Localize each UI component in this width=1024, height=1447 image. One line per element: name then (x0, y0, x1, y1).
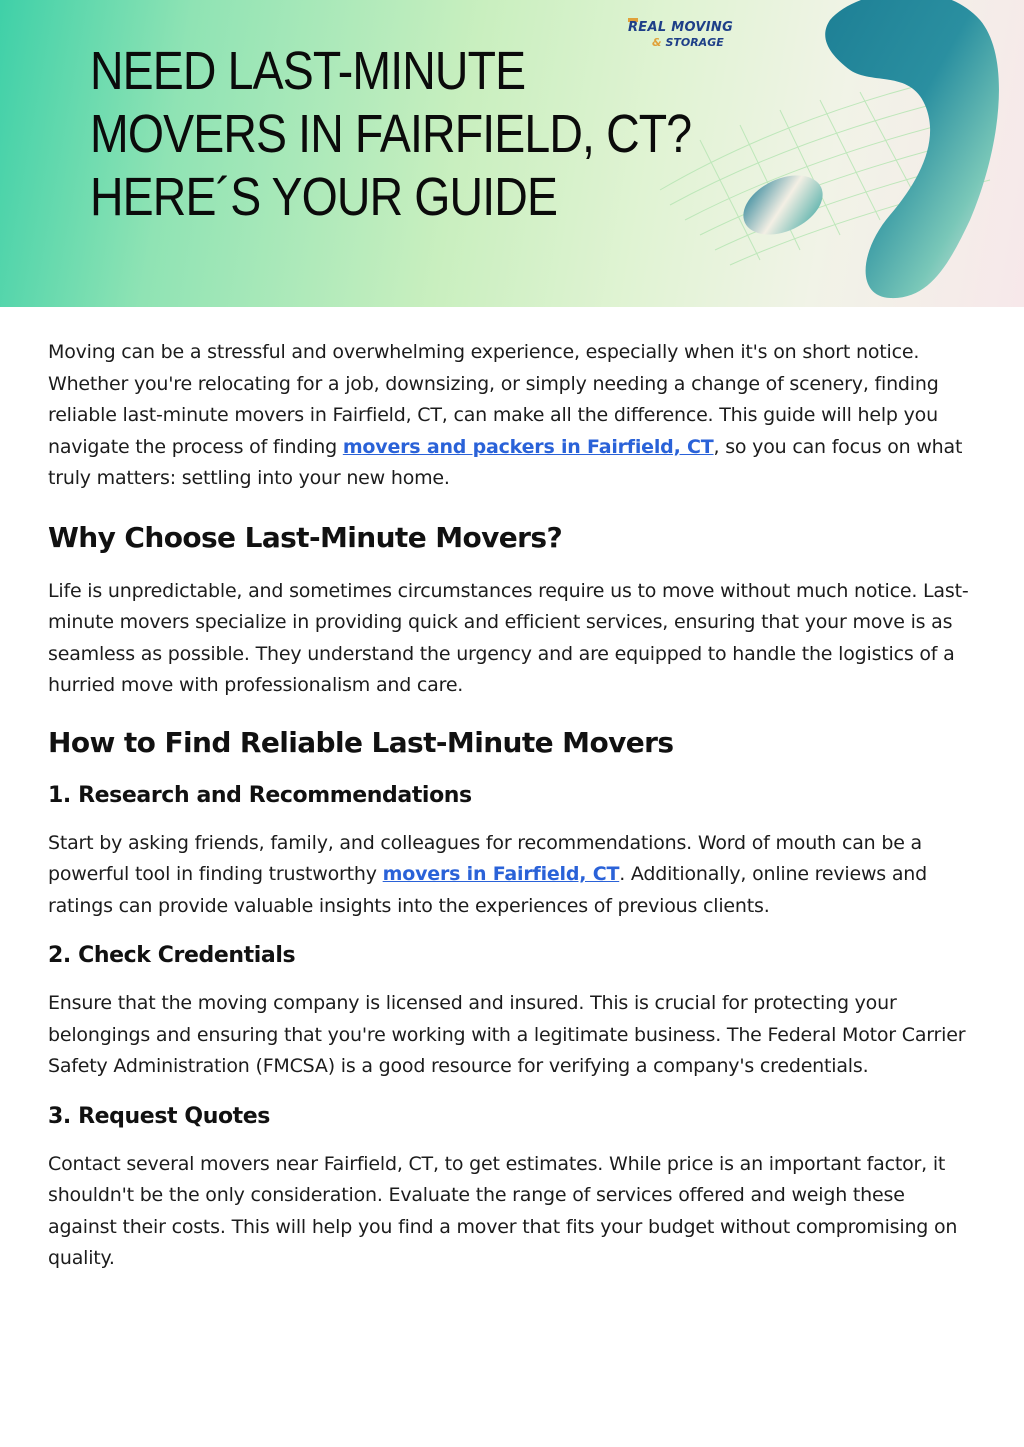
hero-banner (0, 0, 1024, 307)
step2-paragraph: Ensure that the moving company is licensed and insured. This is crucial for protecting your belongings and ensuring that you're working with a legitimate business. The Federal Motor Carrier Safety Administration (FMCSA) is a good resource for verifying a company's credentials. (48, 992, 966, 1077)
intro-paragraph: Moving can be a stressful and overwhelming experience, especially when it's on short notice. Whether you're relocating for a job, downsizing, or simply needing a change of scenery, finding reliable last-minute movers in Fairfield, CT, can make all the difference. This guide will help you navigate the process of finding movers and packers in Fairfield, CT, so you can focus on what truly matters: settling into your new home. (48, 341, 963, 489)
step1-paragraph: Start by asking friends, family, and colleagues for recommendations. Word of mouth can be a powerful tool in finding trustworthy movers in Fairfield, CT. Additionally, online reviews and ratings can provide valuable insights into the experiences of previous clients. (48, 831, 927, 917)
step2-heading: 2. Check Credentials (48, 943, 296, 968)
article-body (48, 337, 978, 1275)
step3-heading: 3. Request Quotes (48, 1103, 270, 1129)
movers-packers-link[interactable]: movers and packers in Fairfield, CT (342, 435, 714, 458)
how-heading: How to Find Reliable Last-Minute Movers (48, 725, 674, 759)
title-line-2: MOVERS IN FAIRFIELD, CT? (90, 104, 692, 164)
step3-paragraph: Contact several movers near Fairfield, CT, to get estimates. While price is an important factor, it shouldn't be the only consideration. Evaluate the range of services offered and weigh these against their costs. This will help you find a mover that fits your budget without compromising on quality. (48, 1152, 958, 1269)
logo-line-1: REAL MOVING (628, 20, 734, 35)
logo-ampersand: & (652, 36, 662, 49)
page-title (90, 40, 691, 229)
movers-fairfield-link[interactable]: movers in Fairfield, CT (382, 863, 620, 885)
logo-line-2: STORAGE (665, 36, 724, 49)
title-line-1: NEED LAST-MINUTE (90, 41, 526, 101)
title-line-3: HERE´S YOUR GUIDE (90, 167, 558, 227)
why-heading: Why Choose Last-Minute Movers? (48, 520, 563, 554)
step1-heading: 1. Research and Recommendations (48, 782, 472, 808)
why-paragraph: Life is unpredictable, and sometimes circumstances require us to move without much notice. Last-minute movers specialize in providing quick and efficient services, ensuring that your move is as seamless as possible. They understand the urgency and are equipped to handle the logistics of a hurried move with professionalism and care. (48, 579, 969, 696)
